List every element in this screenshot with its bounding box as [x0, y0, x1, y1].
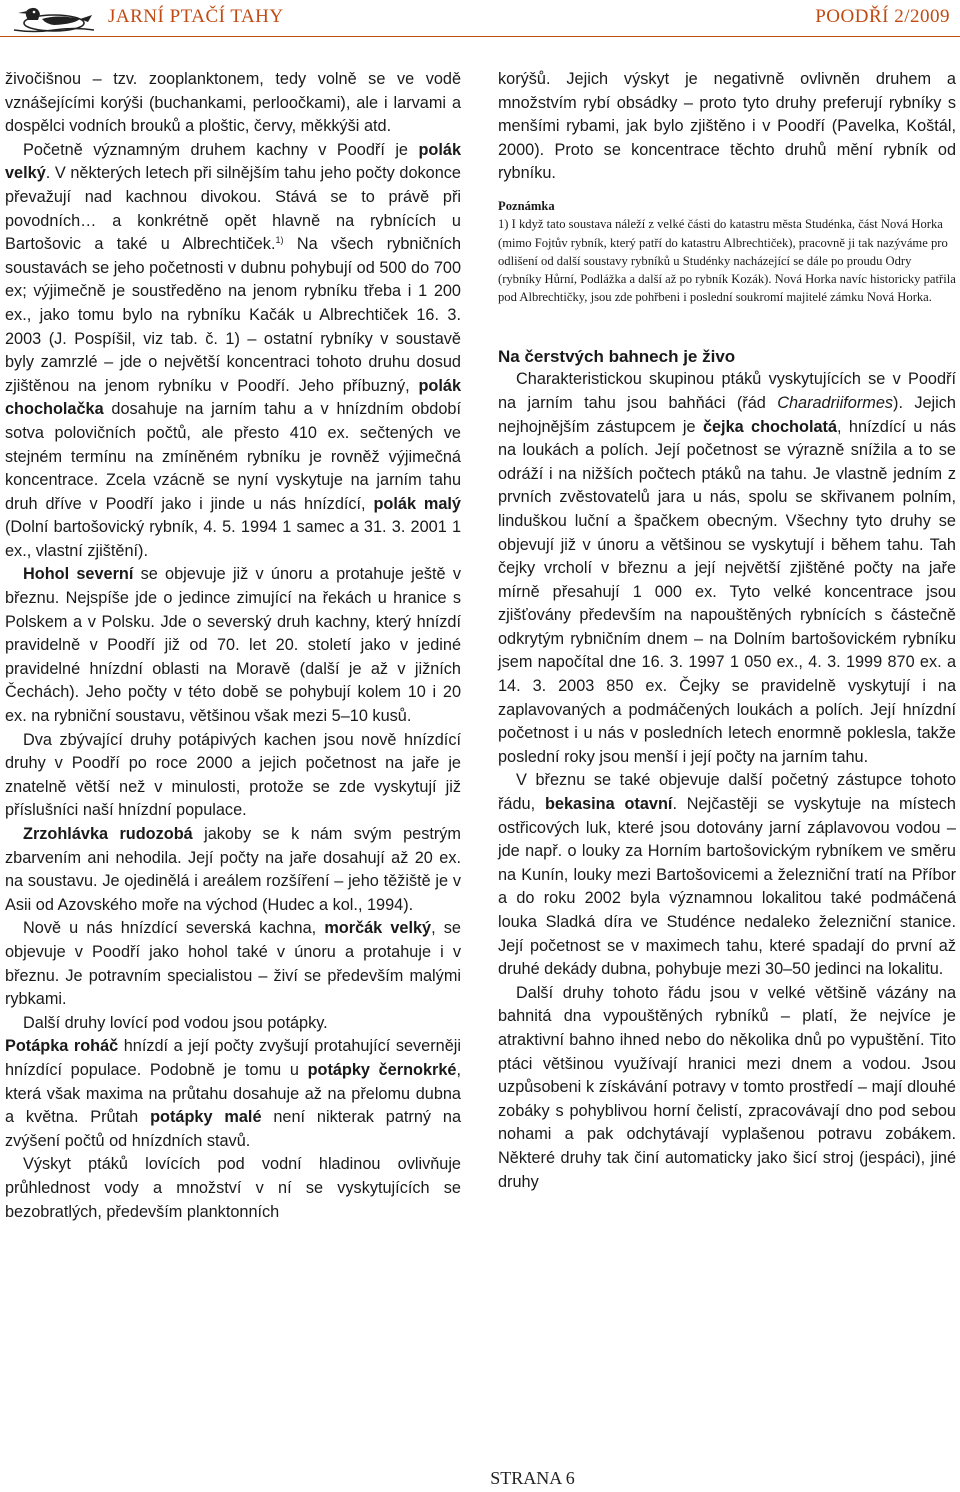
paragraph: V březnu se také objevuje další početný zástupce tohoto řádu, bekasina otavní. Nejčastěji se vyskytuje na místech ostřicových luk, které jsou dotovány jarní záplavovou vodou – jde např. o louky za Horním bartošovickým rybníkem ve směru na Kunín, louky mezi Bartošovicemi a železniční tratí na Příbor a do roku 2002 byla významnou lokalitou také podmáčená louka Sladká díra ve Studénce nedaleko železniční stanice. Její početnost se v maximech tahu, které spadají do první až druhé dekády dubna, pohybuje mezi 30–50 jedinci na lokalitu.: [498, 771, 956, 979]
page-footer: [0, 1468, 960, 1489]
paragraph: Charakteristickou skupinou ptáků vyskytujících se v Poodří na jarním tahu jsou bahňáci (řád Charadriiformes). Jejich nejhojnějším zástupcem je čejka chocholatá, hnízdící u nás na loukách a polích. Její početnost se výrazně snížila a to se odráží i na nižších počtech ptáků na tahu. Je vlastně jedním z prvních zvěstovatelů jara u nás, spolu se skřivanem polním, linduškou luční a špačkem obecným. Všechny tyto druhy se objevují již v únoru a většinou se vyskytují i během tahu. Tah čejky vrcholí v březnu a její největší zjištěné počty na jaře mírně přesahují 1 000 ex. Tyto velké koncentrace jsou zjišťovány především na napouštěných rybnících s částečně odkrytým rybničním dnem – na Dolním bartošovickém rybníku jsem napočítal dne 16. 3. 1997 1 050 ex., 4. 3. 1999 870 ex. a 14. 3. 2003 850 ex. Čejky se pravidelně vyskytují i na zaplavovaných a podmáčených loukách a polích. Její hnízdní početnost i u nás v posledních letech enormně poklesla, takže poslední roky jsou menší i její počty na jarním tahu.: [498, 370, 956, 766]
page-number: STRANA 6: [490, 1468, 575, 1488]
footnote-title: Poznámka: [498, 198, 555, 213]
footnote-text: 1) I když tato soustava náleží z velké části do katastru města Studénka, část Nová Horka (mimo Fojtův rybník, který patří do katastru Albrechtiček), pracovně ji tak nazýváme pro odlišení od další soustavy rybníků u Studénky nacházející se dále po proudu Odry (rybníky Hůrní, Podlážka a další až po rybník Kozák). Nová Horka navíc historicky patřila pod Albrechtičky, jsou zde pohřbeni i poslední soukromí majitelé zámku Nová Horka.: [498, 217, 956, 305]
left-column: [5, 68, 461, 1224]
paragraph: Nově u nás hnízdící severská kachna, morčák velký, se objevuje v Poodří jako hohol také v únoru a protahuje i v březnu. Je potravním specialistou – živí se především malými rybkami.: [5, 919, 461, 1009]
paragraph: Početně významným druhem kachny v Poodří je polák velký. V některých letech při silnějším tahu jeho počty dokonce převažují nad kachnou divokou. Stává se to právě při povodních… a konkrétně opět hlavně na rybnících u Bartošovic a také u Albrechtiček.$^{1)}$ Na všech rybničních soustavách se jeho početnosti v dubnu pohybují od 500 do 700 ex; výjimečně je soustředěno na jenom rybníku třeba i 1 200 ex., jako tomu bylo na rybníku Kačák u Albrechtiček 16. 3. 2003 (J. Pospíšil, viz tab. č. 1) – ostatní rybníky v soustavě byly zamrzlé – jde o největší koncentraci tohoto druhu dosud zjištěnou na jenom rybníku v Poodří. Jeho příbuzný, polák chocholačka dosahuje na jarním tahu a v hnízdním období sotva polovičních počtů, ale přesto 410 ex. sečtených ve stejném termínu na zmíněném rybníku je rovněž výjimečná koncentrace. Zcela vzácně se nyní vyskytuje na jarním tahu druh dříve v Poodří jako i jinde u nás hnízdící, polák malý (Dolní bartošovický rybník, 4. 5. 1994 1 samec a 31. 3. 2001 1 ex., vlastní zjištění).: [5, 140, 462, 560]
header-issue: POODŘÍ 2/2009: [815, 6, 950, 27]
paragraph: Potápka roháč hnízdí a její počty zvyšují protahující severněji hnízdící populace. Podobně je tomu u potápky černokrké, která však maxima na průtahu dosahuje až na přelomu dubna a května. Průtah potápky malé není nikterak patrný na zvýšení počtů od hnízdních stavů.: [5, 1037, 462, 1150]
header-section-title: JARNÍ PTAČÍ TAHY: [108, 6, 284, 27]
bird-logo-icon: [8, 2, 96, 36]
header-rule: [0, 36, 960, 37]
paragraph: Zrzohlávka rudozobá jakoby se k nám svým pestrým zbarvením ani nehodila. Její počty na jaře dosahují až 20 ex. na soustavu. Je ojedinělá i areálem rozšíření – jeho těžiště je v Asii od Azovského moře na východ (Hudec a kol., 1994).: [5, 825, 461, 914]
paragraph: korýšů. Jejich výskyt je negativně ovlivněn druhem a množstvím rybí obsádky – proto tyto druhy preferují rybníky s menšími rybami, jak bylo zjištěno i v Poodří (Pavelka, Koštál, 2000). Proto se koncentrace těchto druhů mění rybník od rybníku.: [498, 70, 956, 183]
right-column: [498, 68, 956, 1194]
paragraph: Hohol severní se objevuje již v únoru a protahuje ještě v březnu. Nejspíše jde o jedince zimující na řekách u hranice s Polskem a v Polsku. Jde o severský druh kachny, který hnízdí pravidelně v Poodří již od 70. let 20. století jako v jediné pravidelné hnízdní oblasti na Moravě (další je až v jižních Čechách). Jeho počty v této době se pohybují kolem 10 i 20 ex. na rybniční soustavu, většinou však mezi 5–10 kusů.: [5, 565, 461, 726]
footnote: [498, 197, 956, 307]
paragraph: Další druhy lovící pod vodou jsou potápky.: [23, 1013, 328, 1032]
section-heading: Na čerstvých bahnech je živo: [498, 346, 736, 366]
paragraph: Dva zbývající druhy potápivých kachen jsou nově hnízdící druhy v Poodří po roce 2000 a jejich početnost na jaře je znatelně větší než v minulosti, protože se zde vyskytují již příslušníci naší hnízdní populace.: [5, 730, 461, 820]
page-header: [0, 0, 960, 40]
paragraph: Výskyt ptáků lovících pod vodní hladinou ovlivňuje průhlednost vody a množství v ní se vyskytujících se bezobratlých, především planktonních: [5, 1155, 461, 1221]
paragraph: živočišnou – tzv. zooplanktonem, tedy volně se ve vodě vznášejícími korýši (buchankami, perloočkami), ale i larvami a dospělci vodních brouků a ploštic, červy, měkkýši atd.: [5, 70, 461, 136]
paragraph: Další druhy tohoto řádu jsou v velké většině vázány na bahnitá dna vypouštěných rybníků – platí, že nejvíce je atraktivní bahno ihned nebo do několika dnů po vypuštění. Tito ptáci většinou využívají hranici mezi dnem a vodou. Jsou uzpůsobeni k získávání potravy v tomto prostředí – mají dlouhé zobáky s pohyblivou horní čelistí, zpracovávají dno pod sebou nohami a pak odchytávají vyplašenou potravu zobákem. Některé druhy tak činí automaticky jako šicí stroj (jespáci), jiné druhy: [498, 983, 956, 1191]
